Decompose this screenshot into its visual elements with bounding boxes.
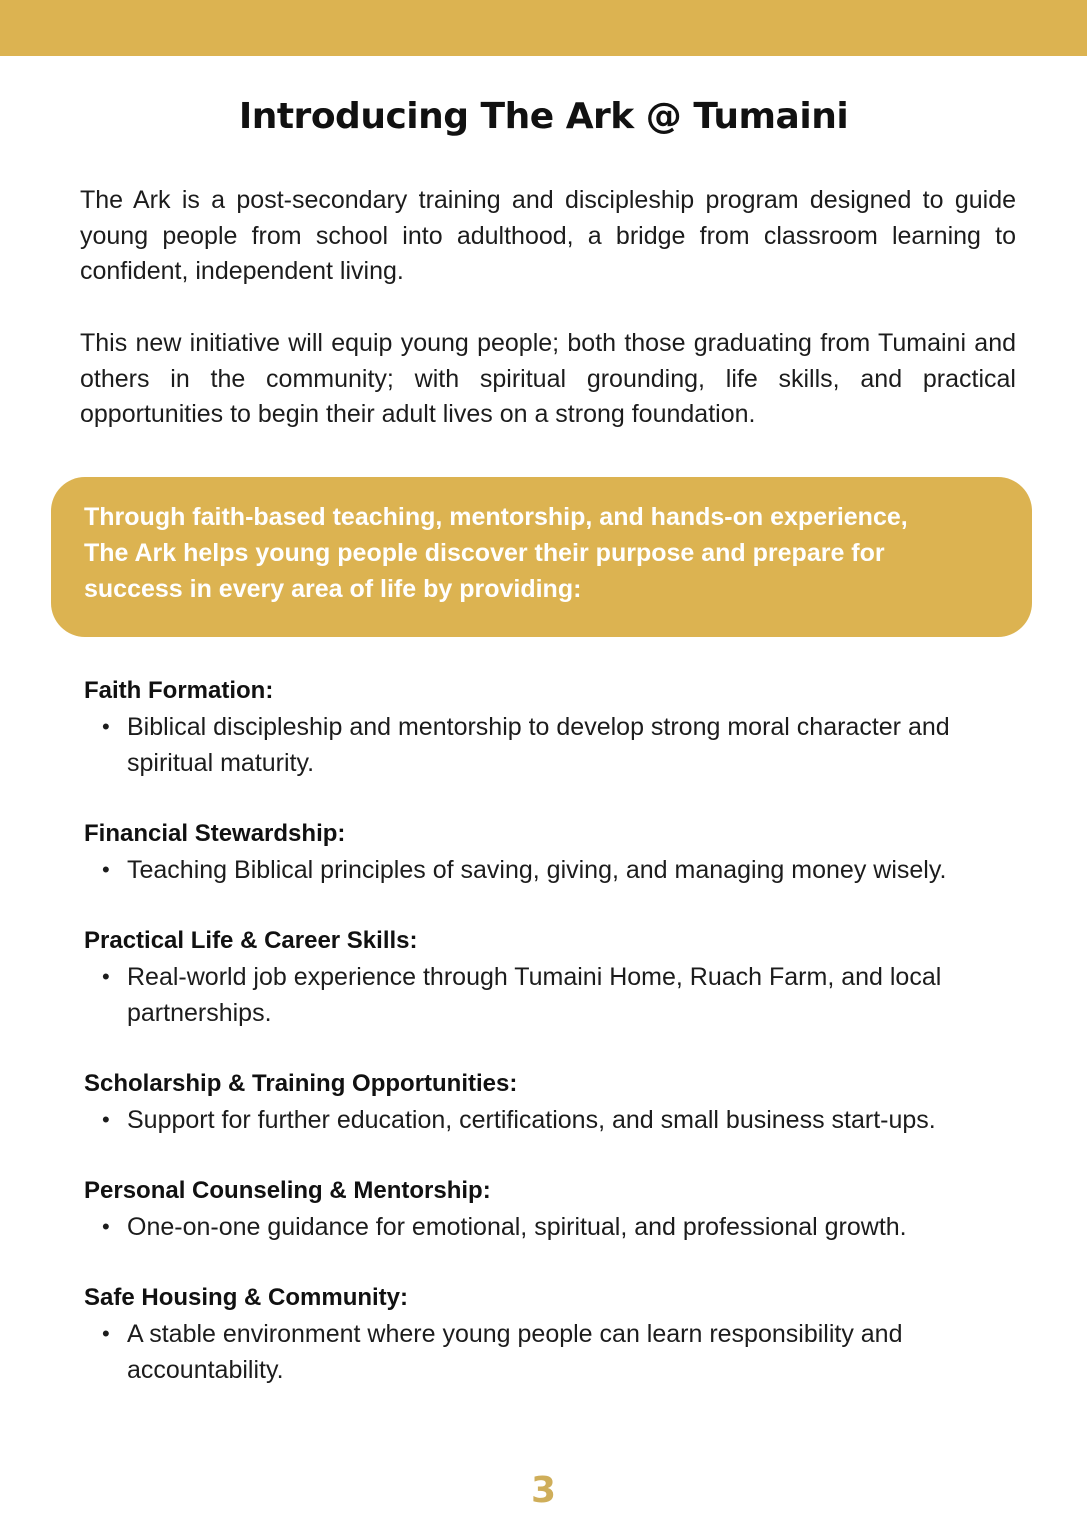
- feature-bullet-item: [84, 959, 1024, 1031]
- feature-bullet-text: A stable environment where young people can learn responsibility and accountability.: [127, 1320, 903, 1384]
- feature-bullet-text: Support for further education, certifications, and small business start-ups.: [127, 1106, 936, 1134]
- bullet-icon: •: [102, 1107, 110, 1132]
- highlight-line: The Ark helps young people discover their purpose and prepare for: [84, 539, 885, 567]
- feature-heading: Safe Housing & Community:: [84, 1284, 409, 1311]
- header-bar: [0, 0, 1087, 56]
- feature-heading: Financial Stewardship:: [84, 820, 346, 847]
- feature-bullets: [84, 1209, 1024, 1245]
- feature-section: [84, 1066, 1024, 1138]
- feature-bullet-text: Teaching Biblical principles of saving, giving, and managing money wisely.: [127, 856, 947, 884]
- feature-bullet-text: One-on-one guidance for emotional, spiritual, and professional growth.: [127, 1213, 907, 1241]
- feature-section: [84, 1280, 1024, 1388]
- feature-bullet-item: [84, 1316, 1024, 1388]
- feature-bullets: [84, 852, 1024, 888]
- feature-section: [84, 673, 1024, 781]
- bullet-icon: •: [102, 1321, 110, 1346]
- feature-section: [84, 923, 1024, 1031]
- feature-heading: Practical Life & Career Skills:: [84, 927, 418, 954]
- feature-section: [84, 1173, 1024, 1245]
- feature-bullet-text: Biblical discipleship and mentorship to develop strong moral character and spiritual maturity.: [127, 713, 950, 777]
- features-list: [84, 673, 1024, 1423]
- feature-bullet-item: [84, 709, 1024, 781]
- feature-heading: Faith Formation:: [84, 677, 274, 704]
- feature-bullets: [84, 959, 1024, 1031]
- bullet-icon: •: [102, 964, 110, 989]
- page-title: Introducing The Ark @ Tumaini: [238, 96, 849, 137]
- highlight-line: Through faith-based teaching, mentorship, and hands-on experience,: [84, 503, 908, 531]
- bullet-icon: •: [102, 714, 110, 739]
- highlight-line: success in every area of life by providing:: [84, 575, 582, 603]
- highlight-callout: [51, 477, 1032, 637]
- bullet-icon: •: [102, 857, 110, 882]
- feature-bullet-text: Real-world job experience through Tumaini Home, Ruach Farm, and local partnerships.: [127, 963, 942, 1027]
- feature-bullet-item: [84, 852, 1024, 888]
- feature-section: [84, 816, 1024, 888]
- intro-paragraph: The Ark is a post-secondary training and discipleship program designed to guide young people from school into adulthood, a bridge from classroom learning to confident, independent living.: [80, 186, 1016, 285]
- page-number: 3: [530, 1470, 557, 1511]
- feature-bullet-item: [84, 1209, 1024, 1245]
- feature-heading: Scholarship & Training Opportunities:: [84, 1070, 518, 1097]
- feature-bullets: [84, 1316, 1024, 1388]
- feature-bullets: [84, 709, 1024, 781]
- feature-bullet-item: [84, 1102, 1024, 1138]
- feature-heading: Personal Counseling & Mentorship:: [84, 1177, 491, 1204]
- intro-paragraph: This new initiative will equip young people; both those graduating from Tumaini and others in the community; with spiritual grounding, life skills, and practical opportunities to begin their adult lives on a strong foundation.: [80, 329, 1016, 428]
- feature-bullets: [84, 1102, 1024, 1138]
- bullet-icon: •: [102, 1214, 110, 1239]
